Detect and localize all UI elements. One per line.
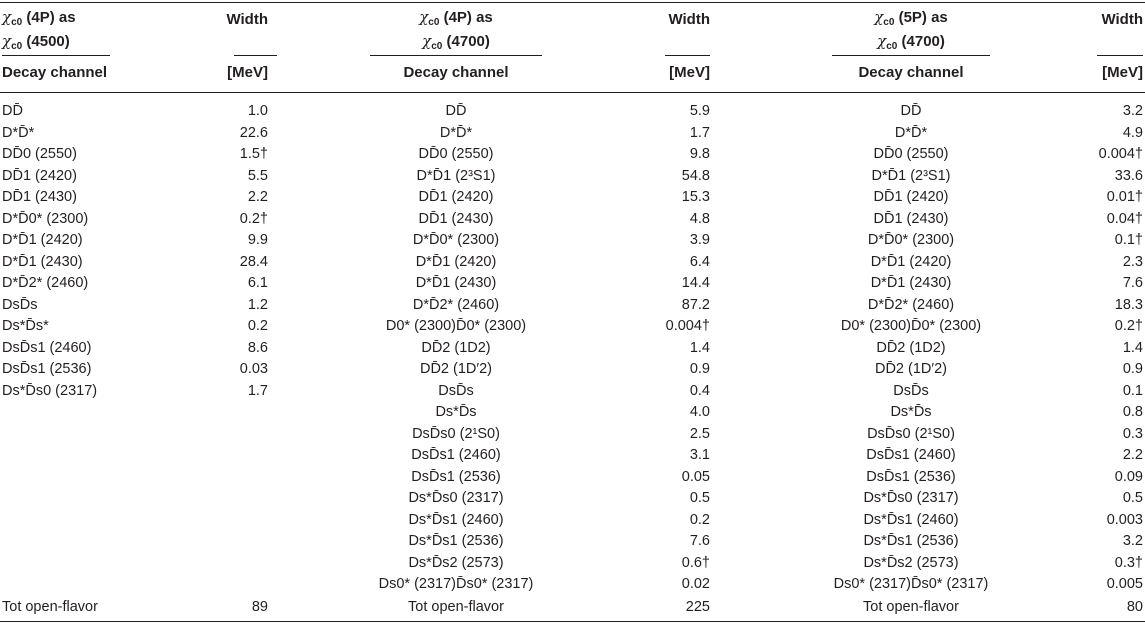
- width-value: 3.2: [1122, 103, 1143, 119]
- width-value: 0.2†: [239, 210, 268, 227]
- decay-channel: D0* (2300)D̄0* (2300): [840, 318, 982, 334]
- title-rule: [2, 55, 110, 56]
- decay-channel: DD̄1 (2420): [873, 189, 949, 205]
- width-value: 15.3: [681, 189, 710, 205]
- chi-symbol: χ: [874, 8, 884, 26]
- width-value: 0.1†: [1114, 232, 1143, 248]
- width-value: 0.2: [689, 511, 710, 528]
- decay-channel: Ds*D̄s1 (2460): [408, 511, 504, 528]
- chi-symbol: χ: [877, 32, 887, 50]
- width-value: 8.6: [247, 339, 268, 356]
- width-value: 0.9: [1122, 361, 1143, 377]
- decay-channel: Ds*D̄s1 (2536): [408, 533, 504, 549]
- width-value: 6.1: [247, 275, 268, 291]
- width-value: 5.9: [689, 103, 710, 119]
- width-value: 3.9: [689, 232, 710, 248]
- decay-channel: DD̄0 (2550): [2, 146, 77, 162]
- width-value: 0.5: [1122, 490, 1143, 506]
- decay-channel: DD̄0 (2550): [418, 146, 494, 162]
- width-value: 87.2: [681, 296, 710, 313]
- title-rule: [832, 55, 990, 56]
- decay-channel: DsD̄s: [438, 382, 474, 399]
- column-title: [370, 8, 542, 56]
- decay-channel: Ds*D̄s*: [2, 318, 49, 334]
- width-value: 1.4: [1122, 339, 1143, 356]
- decay-channel: DsD̄s1 (2460): [866, 447, 956, 463]
- bottom-rule: [0, 621, 1145, 622]
- decay-channel: D*D̄1 (2420): [2, 232, 83, 248]
- width-value: 54.8: [681, 167, 710, 184]
- header-rule: [0, 92, 1145, 93]
- column-title-line-1: [2, 8, 122, 32]
- width-value: 0.8: [1122, 404, 1143, 420]
- width-value: 2.5: [689, 425, 710, 442]
- width-value: 5.5: [247, 167, 268, 184]
- decay-channel: Ds*D̄s0 (2317): [2, 382, 98, 399]
- width-value: 0.005: [1106, 576, 1143, 592]
- decay-channel: DsD̄s0 (2¹S0): [412, 425, 500, 442]
- width-value: 0.01†: [1106, 189, 1143, 205]
- title-text: (5P) as: [894, 9, 948, 26]
- column-title-line-2: [832, 32, 990, 56]
- decay-channel: Ds0* (2317)D̄s0* (2317): [378, 576, 534, 592]
- decay-channel: D*D̄1 (2³S1): [871, 167, 951, 184]
- decay-channel: DD̄1 (2430): [2, 189, 77, 205]
- width-value: 0.03: [239, 361, 268, 377]
- decay-channel: D*D̄0* (2300): [867, 232, 955, 248]
- width-value: 6.4: [689, 253, 710, 270]
- width-value: 0.09: [1114, 468, 1143, 485]
- width-value: 0.02: [681, 576, 710, 592]
- decay-channel: Ds0* (2317)D̄s0* (2317): [833, 576, 989, 592]
- chi-subscript: c0: [886, 41, 898, 52]
- decay-channel: DD̄1 (2420): [418, 189, 494, 205]
- decay-channel-header: Decay channel: [2, 64, 108, 81]
- width-rule: [665, 55, 710, 56]
- decay-channel: DD̄0 (2550): [873, 146, 949, 162]
- width-value: 1.0: [247, 103, 268, 119]
- decay-channel: Ds*D̄s1 (2460): [863, 511, 959, 528]
- decay-channel: D*D̄1 (2430): [870, 275, 952, 291]
- width-value: 22.6: [239, 124, 268, 141]
- column-title-line-2: [2, 32, 122, 56]
- unit-header: [MeV]: [1102, 64, 1143, 81]
- decay-channel: DsD̄s1 (2460): [411, 447, 501, 463]
- decay-channel: D*D̄2* (2460): [2, 275, 89, 291]
- decay-channel: DD̄2 (1D2): [421, 339, 491, 356]
- width-value: 2.2: [1122, 447, 1143, 463]
- width-value: 0.9: [689, 361, 710, 377]
- width-value: 33.6: [1114, 167, 1143, 184]
- decay-channel: Ds*D̄s: [435, 404, 477, 420]
- width-value: 0.04†: [1106, 210, 1143, 227]
- width-value: 0.004†: [665, 318, 710, 334]
- chi-symbol: χ: [2, 32, 12, 50]
- decay-channel-header: Decay channel: [403, 64, 509, 81]
- column-title-line-1: [370, 8, 542, 32]
- decay-channel: D*D̄1 (2420): [415, 253, 497, 270]
- chi-subscript: c0: [11, 41, 23, 52]
- decay-channel: Ds*D̄s1 (2536): [863, 533, 959, 549]
- width-value: 28.4: [239, 253, 268, 270]
- width-value: 9.8: [689, 146, 710, 162]
- width-value: 14.4: [681, 275, 710, 291]
- decay-channel: D*D̄1 (2430): [2, 253, 83, 270]
- title-text: (4700): [897, 33, 945, 50]
- width-value: 7.6: [1122, 275, 1143, 291]
- width-value: 1.2: [247, 296, 268, 313]
- column-title: [832, 8, 990, 56]
- width-value: 0.3: [1122, 425, 1143, 442]
- width-header: Width: [226, 11, 268, 28]
- decay-channel: D*D̄2* (2460): [412, 296, 500, 313]
- decay-channel: DsD̄s1 (2536): [2, 361, 92, 377]
- decay-channel: DD̄2 (1D2): [876, 339, 946, 356]
- decay-channel: DD̄: [2, 103, 23, 119]
- width-value: 1.5†: [239, 146, 268, 162]
- width-value: 4.8: [689, 210, 710, 227]
- decay-channel: DD̄: [900, 103, 922, 119]
- width-rule: [234, 55, 277, 56]
- column-title-line-1: [832, 8, 990, 32]
- width-value: 3.2: [1122, 533, 1143, 549]
- title-rule: [370, 55, 542, 56]
- chi-subscript: c0: [883, 17, 895, 28]
- decay-channel: D*D̄*: [439, 124, 473, 141]
- width-value: 0.2: [247, 318, 268, 334]
- decay-channel: DsD̄s1 (2536): [866, 468, 956, 485]
- column-title-line-2: [370, 32, 542, 56]
- width-header: Width: [668, 11, 710, 28]
- decay-channel: D*D̄0* (2300): [412, 232, 500, 248]
- title-text: (4P) as: [22, 9, 76, 26]
- chi-subscript: c0: [428, 17, 440, 28]
- unit-header: [MeV]: [669, 64, 710, 81]
- decay-channel: Ds*D̄s: [890, 404, 932, 420]
- width-value: 3.1: [689, 447, 710, 463]
- total-value: 80: [1126, 599, 1143, 615]
- decay-channel: Ds*D̄s2 (2573): [408, 554, 504, 571]
- width-value: 7.6: [689, 533, 710, 549]
- chi-subscript: c0: [431, 41, 443, 52]
- width-value: 1.4: [689, 339, 710, 356]
- width-value: 0.5: [689, 490, 710, 506]
- decay-channel: D*D̄0* (2300): [2, 210, 89, 227]
- decay-channel: D*D̄1 (2³S1): [416, 167, 496, 184]
- decay-channel: DsD̄s1 (2536): [411, 468, 501, 485]
- decay-channel: D*D̄1 (2420): [870, 253, 952, 270]
- chi-symbol: χ: [419, 8, 429, 26]
- width-value: 0.1: [1122, 382, 1143, 399]
- width-value: 18.3: [1114, 296, 1143, 313]
- width-value: 0.05: [681, 468, 710, 485]
- decay-channel: DsD̄s0 (2¹S0): [867, 425, 955, 442]
- width-value: 2.3: [1122, 253, 1143, 270]
- decay-channel: DD̄1 (2430): [873, 210, 949, 227]
- unit-header: [MeV]: [227, 64, 268, 81]
- decay-channel: D*D̄1 (2430): [415, 275, 497, 291]
- width-value: 4.9: [1122, 124, 1143, 141]
- decay-channel: D*D̄*: [2, 124, 35, 141]
- chi-symbol: χ: [2, 8, 12, 26]
- total-label: Tot open-flavor: [2, 599, 98, 615]
- width-value: 0.4: [689, 382, 710, 399]
- width-value: 0.6†: [681, 554, 710, 571]
- total-value: 89: [251, 599, 268, 615]
- total-label: Tot open-flavor: [863, 599, 959, 615]
- decay-channel: DsD̄s: [2, 296, 38, 313]
- decay-channel: D*D̄2* (2460): [867, 296, 955, 313]
- decay-channel: DsD̄s: [893, 382, 929, 399]
- width-value: 4.0: [689, 404, 710, 420]
- width-value: 2.2: [247, 189, 268, 205]
- chi-subscript: c0: [11, 17, 23, 28]
- width-value: 0.004†: [1098, 146, 1143, 162]
- chi-symbol: χ: [422, 32, 432, 50]
- width-header: Width: [1101, 11, 1143, 28]
- decay-channel-header: Decay channel: [858, 64, 964, 81]
- top-rule: [0, 2, 1145, 3]
- decay-channel: D*D̄*: [894, 124, 928, 141]
- width-value: 9.9: [247, 232, 268, 248]
- decay-channel: DD̄1 (2420): [2, 167, 77, 184]
- decay-channel: DD̄1 (2430): [418, 210, 494, 227]
- title-text: (4700): [442, 33, 490, 50]
- column-title: [2, 8, 122, 56]
- width-value: 1.7: [247, 382, 268, 399]
- decay-channel: DD̄2 (1D′2): [874, 361, 947, 377]
- decay-channel: DsD̄s1 (2460): [2, 339, 92, 356]
- decay-channel: DD̄2 (1D′2): [419, 361, 492, 377]
- title-text: (4500): [22, 33, 70, 50]
- width-rule: [1097, 55, 1143, 56]
- decay-channel: Ds*D̄s0 (2317): [863, 490, 959, 506]
- total-value: 225: [685, 599, 710, 615]
- width-value: 0.2†: [1114, 318, 1143, 334]
- total-label: Tot open-flavor: [408, 599, 504, 615]
- width-value: 0.003: [1106, 511, 1143, 528]
- decay-channel: DD̄: [445, 103, 467, 119]
- decay-channel: Ds*D̄s0 (2317): [408, 490, 504, 506]
- decay-channel: Ds*D̄s2 (2573): [863, 554, 959, 571]
- title-text: (4P) as: [439, 9, 493, 26]
- width-value: 0.3†: [1114, 554, 1143, 571]
- width-value: 1.7: [689, 124, 710, 141]
- decay-channel: D0* (2300)D̄0* (2300): [385, 318, 527, 334]
